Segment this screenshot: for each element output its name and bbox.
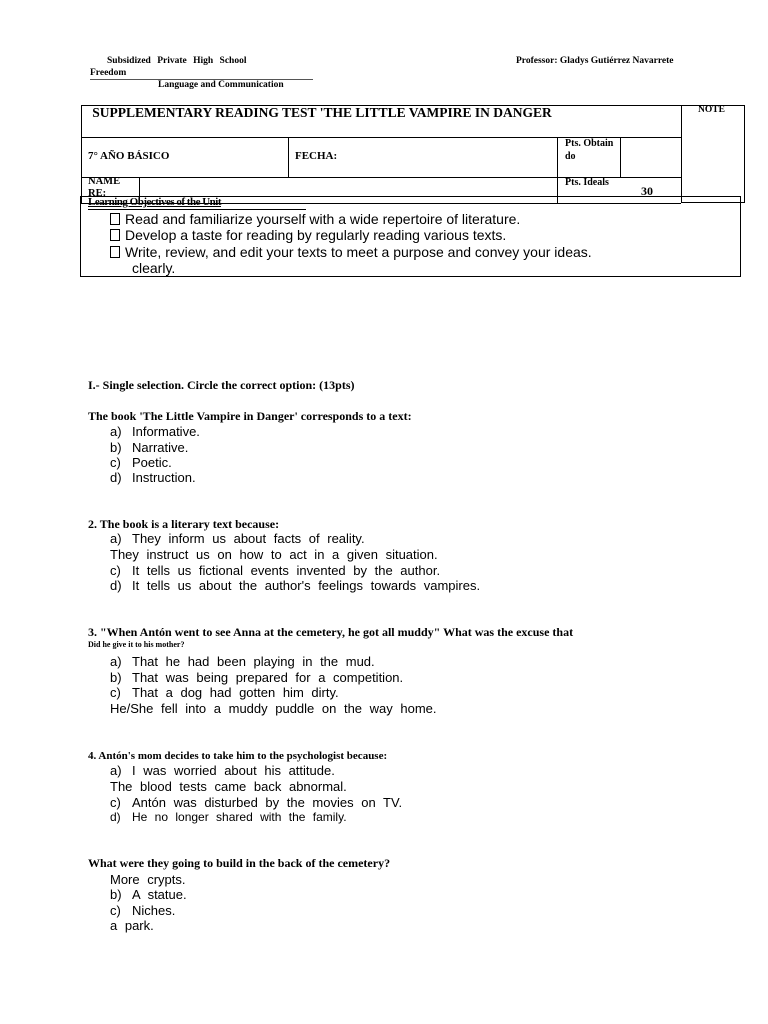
objective-item-continuation: clearly. <box>132 260 176 276</box>
question-text: The book 'The Little Vampire in Danger' corresponds to a text: <box>88 409 412 423</box>
answer-option: d) Instruction. <box>110 470 196 485</box>
test-title: SUPPLEMENTARY READING TEST 'THE LITTLE VAMPIRE IN DANGER <box>92 105 552 120</box>
answer-option: More crypts. <box>110 872 186 887</box>
answer-option: b) A statue. <box>110 887 187 902</box>
answer-option: b) Narrative. <box>110 440 189 455</box>
checkbox-bullet-icon <box>110 246 120 258</box>
grade-label: 7° AÑO BÁSICO <box>88 150 170 162</box>
question-text: 2. The book is a literary text because: <box>88 517 280 531</box>
answer-option: c) Niches. <box>110 903 176 918</box>
objective-item: Write, review, and edit your texts to meet a purpose and convey your ideas. <box>110 244 592 260</box>
answer-option: b) That was being prepared for a competition. <box>110 670 404 685</box>
answer-option: d) He no longer shared with the family. <box>110 810 347 824</box>
answer-option: c) That a dog had gotten him dirty. <box>110 685 339 700</box>
objective-item: Read and familiarize yourself with a wide repertoire of literature. <box>110 211 520 227</box>
points-ideal-label: Pts. Ideals <box>565 177 609 188</box>
answer-option: c) Antón was disturbed by the movies on TV. <box>110 795 403 810</box>
answer-option: The blood tests came back abnormal. <box>110 779 347 794</box>
question-text: 3. "When Antón went to see Anna at the cemetery, he got all muddy" What was the excuse that <box>88 625 574 639</box>
question-text: 4. Antón's mom decides to take him to the psychologist because: <box>88 750 388 762</box>
note-label: NOTE <box>698 105 725 115</box>
points-ideal-value: 30 <box>641 184 653 198</box>
answer-option: He/She fell into a muddy puddle on the way home. <box>110 701 437 716</box>
checkbox-bullet-icon <box>110 213 120 225</box>
date-label: FECHA: <box>295 150 338 162</box>
checkbox-bullet-icon <box>110 229 120 241</box>
school-name: Subsidized Private High School <box>107 56 247 66</box>
question-text: What were they going to build in the back of the cemetery? <box>88 856 391 870</box>
question-text-line2: Did he give it to his mother? <box>88 640 185 649</box>
school-name-line2: Freedom <box>90 68 127 78</box>
points-obtained-label: Pts. Obtain do <box>565 138 614 162</box>
section-title: I.- Single selection. Circle the correct option: (13pts) <box>88 378 355 392</box>
answer-option: a) They inform us about facts of reality. <box>110 531 365 546</box>
answer-option: c) Poetic. <box>110 455 172 470</box>
answer-option: a park. <box>110 918 154 933</box>
name-label: NAME RE: <box>88 176 121 199</box>
answer-option: a) Informative. <box>110 424 200 439</box>
subject-name: Language and Communication <box>158 80 284 90</box>
answer-option: They instruct us on how to act in a given situation. <box>110 547 438 562</box>
answer-option: d) It tells us about the author's feelings towards vampires. <box>110 578 481 593</box>
objectives-heading: Learning Objectives of the Unit <box>88 196 221 208</box>
answer-option: c) It tells us fictional events invented by the author. <box>110 563 441 578</box>
answer-option: a) That he had been playing in the mud. <box>110 654 375 669</box>
professor-name: Professor: Gladys Gutiérrez Navarrete <box>516 56 674 66</box>
objective-item: Develop a taste for reading by regularly reading various texts. <box>110 227 506 243</box>
answer-option: a) I was worried about his attitude. <box>110 763 335 778</box>
